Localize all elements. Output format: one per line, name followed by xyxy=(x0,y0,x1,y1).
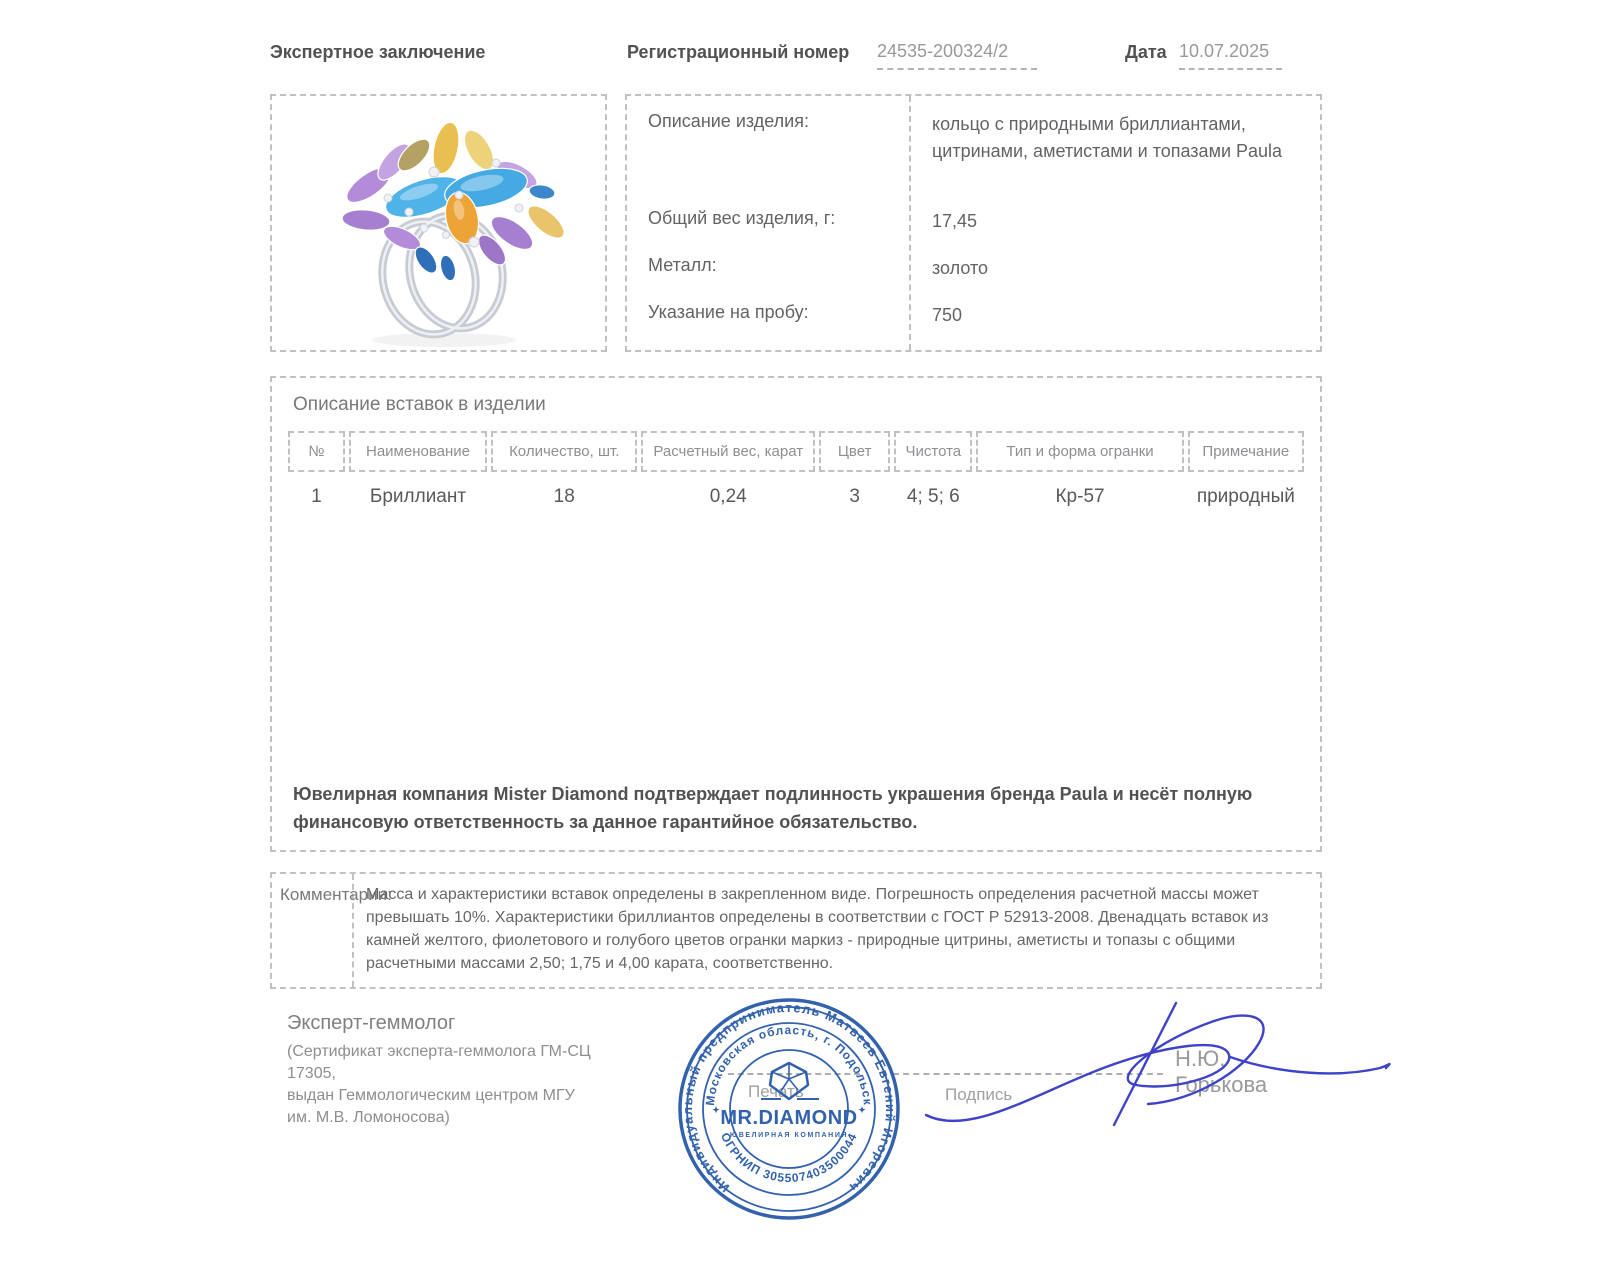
comments-label: Комментарии: xyxy=(272,874,354,987)
document-title: Экспертное заключение xyxy=(270,42,486,62)
col-header-clarity: Чистота xyxy=(894,431,972,472)
product-description-label: Описание изделия: xyxy=(648,111,809,131)
inserts-table-header xyxy=(288,431,1304,472)
comments-text: Масса и характеристики вставок определены в закрепленном виде. Погрешность определения расчетной массы может превышать 10%. Характеристики бриллиантов определены в соответствии с ГОСТ Р 52913-2008. Двенадцать вставок из камней желтого, фиолетового и голубого цветов огранки маркиз - природные цитрины, аметисты и топазы с общими расчетными массами 2,50; 1,75 и 4,00 карата, соответственно. xyxy=(366,886,1269,972)
cert-line: (Сертификат эксперта-геммолога ГМ-СЦ 17305, xyxy=(287,1043,591,1082)
company-stamp xyxy=(673,993,905,1225)
col-header-quantity: Количество, шт. xyxy=(491,431,637,472)
col-header-color: Цвет xyxy=(819,431,890,472)
cert-line: выдан Геммологическим центром МГУ xyxy=(287,1087,575,1104)
expert-certificate xyxy=(287,1041,617,1129)
date-value: 10.07.2025 xyxy=(1179,41,1282,70)
table-row xyxy=(288,486,1304,508)
inserts-title: Описание вставок в изделии xyxy=(293,394,546,415)
cell-note: природный xyxy=(1196,486,1295,507)
product-weight-label: Общий вес изделия, г: xyxy=(648,208,836,228)
product-hallmark-label: Указание на пробу: xyxy=(648,302,809,322)
signature-section xyxy=(270,989,1322,1264)
date-label: Дата xyxy=(1125,42,1167,62)
stamp-brand: MR.DIAMOND xyxy=(720,1107,858,1129)
stamp-outer-text: Индивидуальный предприниматель Матвеев Евгений Игоревич xyxy=(679,999,899,1196)
cell-color: 3 xyxy=(849,486,860,507)
col-header-name: Наименование xyxy=(349,431,487,472)
comments-section xyxy=(270,872,1322,989)
product-row xyxy=(627,208,1320,255)
inserts-section xyxy=(270,376,1322,852)
product-hallmark-value: 750 xyxy=(932,305,963,325)
document-header xyxy=(270,0,1322,70)
handwritten-signature xyxy=(918,997,1410,1149)
product-metal-label: Металл: xyxy=(648,255,717,275)
cell-clarity: 4; 5; 6 xyxy=(906,486,960,507)
product-row xyxy=(627,111,1320,208)
col-header-cut: Тип и форма огранки xyxy=(976,431,1183,472)
product-section xyxy=(270,94,1322,352)
stamp-field-label: Печать xyxy=(748,1082,804,1101)
col-header-carat: Расчетный вес, карат xyxy=(641,431,815,472)
product-description-value: кольцо с природными бриллиантами, цитринами, аметистами и топазами Paula xyxy=(932,114,1283,161)
diamond-icon xyxy=(761,1063,819,1099)
col-header-note: Примечание xyxy=(1188,431,1304,472)
signature-field-label: Подпись xyxy=(945,1085,1013,1104)
product-photo-box xyxy=(270,94,607,352)
col-header-number: № xyxy=(288,431,345,472)
product-details-box xyxy=(625,94,1322,352)
stamp-separator-icon: ✦ xyxy=(712,1105,720,1115)
cell-number: 1 xyxy=(311,486,322,507)
stamp-separator-icon: ✦ xyxy=(858,1105,866,1115)
stamp-ogrnip-text: ОГРНИП 305507403500044 xyxy=(717,1130,861,1185)
expert-title: Эксперт-геммолог xyxy=(287,1012,456,1034)
cert-line: им. М.В. Ломоносова) xyxy=(287,1109,450,1126)
authenticity-statement: Ювелирная компания Mister Diamond подтверждает подлинность украшения бренда Paula и несёт полную финансовую ответственность за данное гарантийное обязательство. xyxy=(293,784,1253,832)
cell-quantity: 18 xyxy=(553,486,575,507)
cell-carat: 0,24 xyxy=(709,486,747,507)
product-row xyxy=(627,302,1320,349)
cell-cut: Кр-57 xyxy=(1055,486,1105,507)
product-weight-value: 17,45 xyxy=(932,211,978,231)
expert-name: Н.Ю. Горькова xyxy=(1175,1046,1268,1097)
cell-name: Бриллиант xyxy=(369,486,467,507)
registration-number-value: 24535-200324/2 xyxy=(877,41,1037,70)
product-metal-value: золото xyxy=(932,258,989,278)
stamp-brand-subtitle: ЮВЕЛИРНАЯ КОМПАНИЯ xyxy=(729,1132,849,1139)
stamp-region-text: Московская область, г. Подольск xyxy=(702,1022,875,1107)
product-row xyxy=(627,255,1320,302)
ring-photo xyxy=(274,100,604,350)
registration-number-label: Регистрационный номер xyxy=(627,42,850,62)
